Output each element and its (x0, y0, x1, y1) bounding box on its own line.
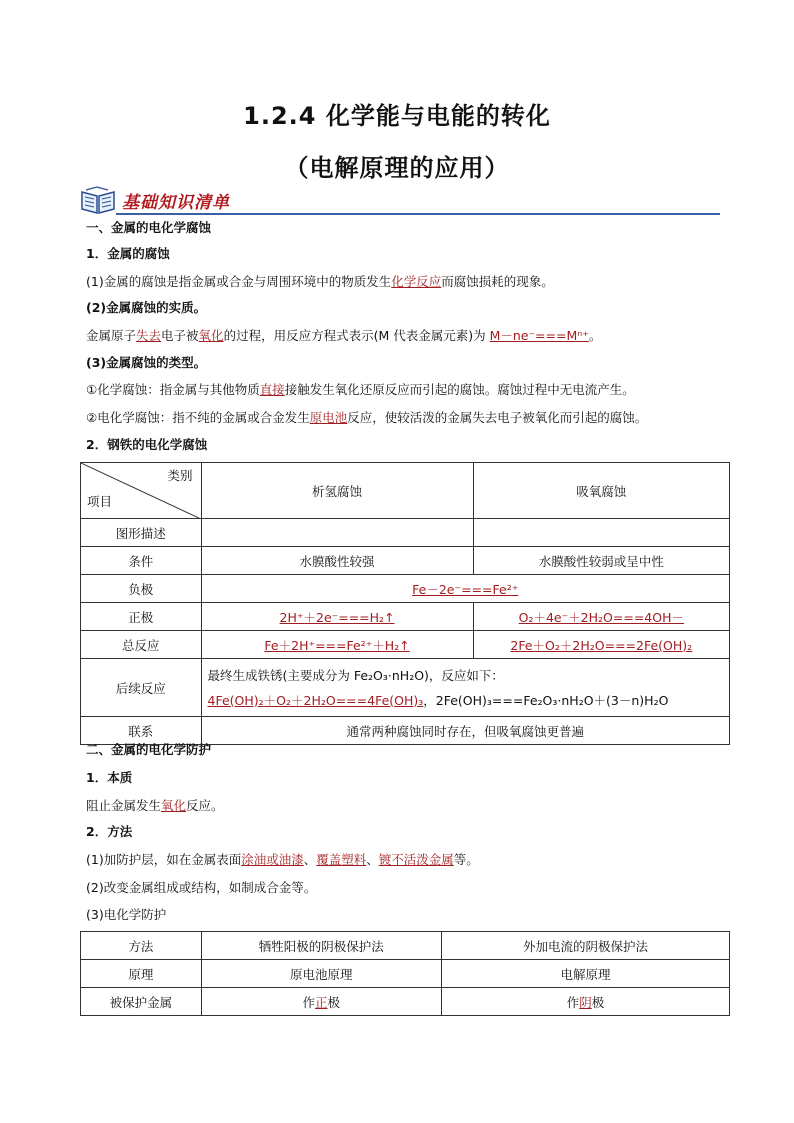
cell-figure-1 (201, 519, 473, 547)
t2-r2c2: 作阴极 (441, 988, 729, 1016)
row-label-follow: 后续反应 (81, 659, 202, 717)
header-category: 类别 (167, 468, 193, 483)
paragraph-8: (1)加防护层，如在金属表面涂油或油漆、覆盖塑料、镀不活泼金属等。 (86, 852, 479, 867)
cell-anode: Fe－2e⁻===Fe²⁺ (201, 575, 730, 603)
row-label-figure: 图形描述 (81, 519, 202, 547)
paragraph-5: ①化学腐蚀：指金属与其他物质直接接触发生氧化还原反应而引起的腐蚀。腐蚀过程中无电流产生。 (86, 382, 635, 397)
cell-link: 通常两种腐蚀同时存在，但吸氧腐蚀更普遍 (201, 717, 730, 745)
section1-1-heading: 1．金属的腐蚀 (86, 246, 170, 261)
t2-h0: 方法 (81, 932, 202, 960)
cell-total-2: 2Fe＋O₂＋2H₂O===2Fe(OH)₂ (473, 631, 729, 659)
row-label-total: 总反应 (81, 631, 202, 659)
paragraph-2: (2)金属腐蚀的实质。 (86, 300, 207, 315)
cell-figure-2 (473, 519, 729, 547)
col-hydrogen: 析氢腐蚀 (201, 463, 473, 519)
cell-follow (201, 659, 730, 717)
section-banner (78, 184, 720, 218)
paragraph-10: (3)电化学防护 (86, 907, 167, 922)
corrosion-table (80, 462, 730, 745)
row-label-link: 联系 (81, 717, 202, 745)
t2-h1: 牺牲阳极的阴极保护法 (201, 932, 441, 960)
t2-h2: 外加电流的阴极保护法 (441, 932, 729, 960)
t2-r2c1: 作正极 (201, 988, 441, 1016)
section1-heading: 一、金属的电化学腐蚀 (86, 220, 212, 235)
protection-table (80, 931, 730, 1016)
paragraph-9: (2)改变金属组成或结构，如制成合金等。 (86, 880, 317, 895)
book-icon (78, 184, 118, 216)
t2-r2c0: 被保护金属 (81, 988, 202, 1016)
follow-line-1: 最终生成铁锈(主要成分为 Fe₂O₃·nH₂O)，反应如下： (207, 667, 504, 683)
t2-r1c1: 原电池原理 (201, 960, 441, 988)
cell-cathode-2: O₂＋4e⁻＋2H₂O===4OH－ (473, 603, 729, 631)
cell-cathode-1: 2H⁺＋2e⁻===H₂↑ (201, 603, 473, 631)
banner-divider (116, 213, 720, 215)
paragraph-6: ②电化学腐蚀：指不纯的金属或合金发生原电池反应，使较活泼的金属失去电子被氧化而引起的腐蚀。 (86, 410, 648, 425)
row-label-cathode: 正极 (81, 603, 202, 631)
section2-2-heading: 2．方法 (86, 824, 133, 839)
row-label-anode: 负极 (81, 575, 202, 603)
row-label-condition: 条件 (81, 547, 202, 575)
t2-r1c2: 电解原理 (441, 960, 729, 988)
section2-1-heading: 1．本质 (86, 770, 133, 785)
follow-line-2: 4Fe(OH)₂＋O₂＋2H₂O===4Fe(OH)₃，2Fe(OH)₃===Fe₂O₃·nH₂O＋(3－n)H₂O (207, 692, 669, 708)
banner-title: 基础知识清单 (122, 193, 230, 213)
paragraph-3: 金属原子失去电子被氧化的过程，用反应方程式表示(M 代表金属元素)为 M－ne⁻===Mⁿ⁺。 (86, 328, 602, 343)
table-header-diagonal (81, 463, 202, 519)
page-subtitle: （电解原理的应用） (284, 154, 510, 182)
cell-total-1: Fe＋2H⁺===Fe²⁺＋H₂↑ (201, 631, 473, 659)
header-item: 项目 (87, 494, 113, 509)
col-oxygen: 吸氧腐蚀 (473, 463, 729, 519)
section1-2-heading: 2．钢铁的电化学腐蚀 (86, 437, 208, 452)
paragraph-4: (3)金属腐蚀的类型。 (86, 355, 207, 370)
section2-heading: 二、金属的电化学防护 (86, 742, 212, 757)
cell-condition-1: 水膜酸性较强 (201, 547, 473, 575)
t2-r1c0: 原理 (81, 960, 202, 988)
paragraph-1: (1)金属的腐蚀是指金属或合金与周围环境中的物质发生化学反应而腐蚀损耗的现象。 (86, 274, 554, 289)
page-title: 1.2.4 化学能与电能的转化 (243, 102, 551, 130)
cell-condition-2: 水膜酸性较弱或呈中性 (473, 547, 729, 575)
paragraph-7: 阻止金属发生氧化反应。 (86, 798, 224, 813)
